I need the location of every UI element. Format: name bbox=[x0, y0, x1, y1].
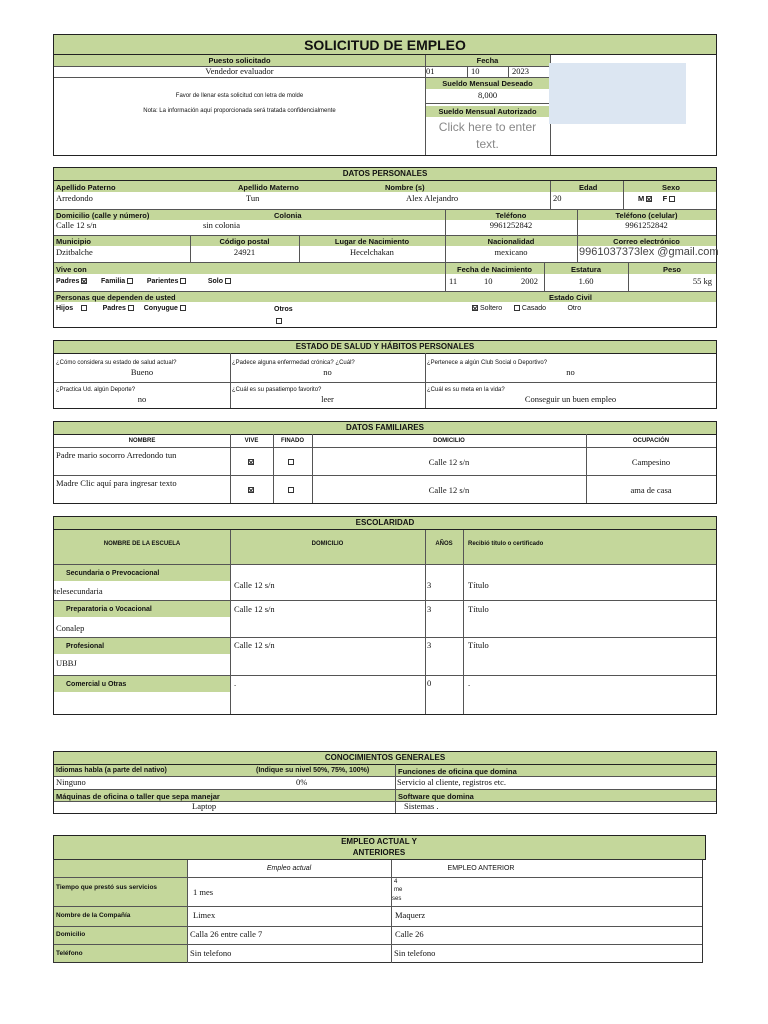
correo-value[interactable]: 9961037373lex @gmail.com bbox=[579, 246, 719, 258]
empleo-header-2: ANTERIORES bbox=[352, 848, 406, 857]
domicilio-empleo-label: Domicilio bbox=[56, 931, 86, 938]
software-label: Software que domina bbox=[398, 792, 474, 801]
fecha-nac-mes[interactable]: 10 bbox=[484, 276, 493, 286]
esc-escuela[interactable]: telesecundaria bbox=[54, 586, 103, 596]
fam-nombre[interactable]: Padre mario socorro Arredondo tun bbox=[56, 450, 177, 460]
fam-col-nombre: NOMBRE bbox=[128, 438, 156, 444]
salud-a2[interactable]: no bbox=[323, 367, 332, 377]
estado-civil-label: Estado Civil bbox=[549, 293, 592, 302]
apellido-materno-value[interactable]: Tun bbox=[246, 193, 260, 203]
esc-titulo[interactable]: Título bbox=[468, 580, 489, 590]
compania-anterior[interactable]: Maquerz bbox=[395, 910, 426, 920]
salud-a5[interactable]: leer bbox=[321, 394, 334, 404]
apellido-paterno-value[interactable]: Arredondo bbox=[56, 193, 93, 203]
fecha-label: Fecha bbox=[476, 56, 499, 65]
esc-col-escuela: NOMBRE DE LA ESCUELA bbox=[103, 541, 181, 547]
ec-casado-checkbox[interactable] bbox=[514, 305, 520, 311]
compania-actual[interactable]: Limex bbox=[193, 910, 216, 920]
esc-anios[interactable]: 3 bbox=[427, 640, 432, 650]
fam-col-ocupacion: OCUPACIÓN bbox=[632, 438, 670, 444]
maquinas-label: Máquinas de oficina o taller que sepa manejar bbox=[56, 792, 220, 801]
fecha-dia[interactable]: 01 bbox=[426, 66, 435, 76]
fam-finado-checkbox[interactable] bbox=[288, 487, 294, 493]
fecha-nac-anio[interactable]: 2002 bbox=[521, 276, 538, 286]
telefono-value[interactable]: 9961252842 bbox=[489, 220, 533, 230]
familiares-header: DATOS FAMILIARES bbox=[54, 422, 716, 435]
photo-box bbox=[549, 63, 686, 124]
telefono-actual[interactable]: Sin telefono bbox=[190, 948, 232, 958]
cp-value[interactable]: 24921 bbox=[233, 247, 256, 257]
salud-header: ESTADO DE SALUD Y HÁBITOS PERSONALES bbox=[54, 341, 716, 354]
dep-otros-checkbox[interactable] bbox=[276, 318, 282, 324]
edad-label: Edad bbox=[579, 183, 598, 192]
vive-solo-checkbox[interactable] bbox=[225, 278, 231, 284]
salud-q6: ¿Cuál es su meta en la vida? bbox=[427, 387, 505, 393]
esc-domicilio[interactable]: . bbox=[234, 678, 237, 688]
esc-col-domicilio: DOMICILIO bbox=[311, 541, 344, 547]
nivel-value[interactable]: 0% bbox=[296, 777, 308, 787]
dep-padres-checkbox[interactable] bbox=[128, 305, 134, 311]
colonia-label: Colonia bbox=[274, 211, 302, 220]
estado-civil-options: Soltero Casado Otro bbox=[470, 305, 581, 312]
salud-q3: ¿Pertenece a algún Club Social o Deportivo? bbox=[427, 360, 548, 366]
salud-q4: ¿Practica Ud. algún Deporte? bbox=[56, 387, 136, 393]
dep-conyugue-checkbox[interactable] bbox=[180, 305, 186, 311]
apellido-paterno-label: Apellido Paterno bbox=[56, 183, 116, 192]
vive-parientes-checkbox[interactable] bbox=[180, 278, 186, 284]
dep-otros-label: Otros bbox=[274, 306, 293, 313]
telefono-label: Teléfono bbox=[495, 211, 527, 220]
esc-nivel: Comercial u Otras bbox=[66, 681, 127, 688]
municipio-label: Municipio bbox=[56, 237, 91, 246]
nombre-value[interactable]: Alex Alejandro bbox=[406, 193, 459, 203]
fam-col-vive: VIVE bbox=[244, 438, 259, 444]
esc-nivel: Profesional bbox=[66, 643, 105, 650]
domicilio-actual[interactable]: Calla 26 entre calle 7 bbox=[190, 929, 263, 939]
esc-titulo[interactable]: . bbox=[468, 678, 471, 688]
fam-nombre[interactable]: Madre Clic aquí para ingresar texto bbox=[56, 478, 177, 488]
sexo-options: M F bbox=[638, 194, 677, 203]
sueldo-deseado-label: Sueldo Mensual Deseado bbox=[442, 79, 533, 88]
sexo-label: Sexo bbox=[662, 183, 680, 192]
fam-col-domicilio: DOMICILIO bbox=[433, 438, 465, 444]
esc-nivel: Preparatoria o Vocacional bbox=[66, 606, 152, 613]
vive-con-label: Vive con bbox=[56, 265, 87, 274]
fam-vive-checkbox[interactable] bbox=[248, 487, 254, 493]
empleo-col-actual: Empleo actual bbox=[266, 865, 312, 872]
salud-q2: ¿Padece alguna enfermedad crónica? ¿Cuál? bbox=[232, 360, 355, 366]
ec-soltero-checkbox[interactable] bbox=[472, 305, 478, 311]
esc-titulo[interactable]: Título bbox=[468, 640, 489, 650]
idioma-value[interactable]: Ninguno bbox=[56, 777, 86, 787]
esc-anios[interactable]: 3 bbox=[427, 604, 432, 614]
fam-ocupacion[interactable]: Campesino bbox=[631, 457, 671, 467]
celular-value[interactable]: 9961252842 bbox=[625, 220, 668, 230]
domicilio-anterior[interactable]: Calle 26 bbox=[395, 929, 424, 939]
dependen-options: Hijos Padres Conyugue bbox=[56, 305, 188, 312]
esc-nivel: Secundaria o Prevocacional bbox=[66, 570, 160, 577]
funciones-value[interactable]: Servicio al cliente, registros etc. bbox=[397, 777, 507, 787]
cp-label: Código postal bbox=[219, 237, 270, 246]
tiempo-anterior-3[interactable]: ses bbox=[392, 896, 402, 902]
esc-col-titulo: Recibió título o certificado bbox=[468, 541, 544, 547]
fecha-nac-dia[interactable]: 11 bbox=[449, 276, 458, 286]
conocimientos-header: CONOCIMIENTOS GENERALES bbox=[54, 752, 716, 765]
nivel-label: (Indique su nivel 50%, 75%, 100%) bbox=[256, 767, 370, 774]
domicilio-value[interactable]: Calle 12 s/n bbox=[56, 220, 97, 230]
sueldo-deseado-value[interactable]: 8,000 bbox=[477, 90, 498, 100]
esc-escuela[interactable]: UBBJ bbox=[56, 658, 77, 668]
salud-q5: ¿Cuál es su pasatiempo favorito? bbox=[232, 387, 322, 393]
fam-col-finado: FINADO bbox=[281, 438, 304, 444]
tiempo-anterior-1[interactable]: 4 bbox=[394, 879, 398, 885]
salud-a6[interactable]: Conseguir un buen empleo bbox=[524, 394, 617, 404]
empleo-col-anterior: EMPLEO ANTERIOR bbox=[447, 865, 515, 872]
salud-a4[interactable]: no bbox=[137, 394, 147, 404]
esc-col-anios: AÑOS bbox=[435, 541, 453, 547]
fecha-nacimiento-label: Fecha de Nacimiento bbox=[456, 265, 533, 274]
correo-label: Correo electrónico bbox=[613, 237, 680, 246]
esc-titulo[interactable]: Título bbox=[468, 604, 489, 614]
estatura-value[interactable]: 1.60 bbox=[578, 276, 594, 286]
idiomas-label: Idiomas habla (a parte del nativo) bbox=[56, 767, 167, 774]
sexo-m-checkbox[interactable] bbox=[646, 196, 652, 202]
domicilio-label: Domicilio (calle y número) bbox=[56, 211, 150, 220]
esc-domicilio[interactable]: Calle 12 s/n bbox=[234, 580, 275, 590]
salud-a1[interactable]: Bueno bbox=[130, 367, 154, 377]
fam-vive-checkbox[interactable] bbox=[248, 459, 254, 465]
apellido-materno-label: Apellido Materno bbox=[238, 183, 299, 192]
funciones-label: Funciones de oficina que domina bbox=[398, 767, 517, 776]
instruccion-text: Favor de llenar esta solicitud con letra de molde bbox=[175, 93, 304, 99]
telefono-anterior[interactable]: Sin telefono bbox=[394, 948, 436, 958]
vive-padres-checkbox[interactable] bbox=[81, 278, 87, 284]
compania-label: Nombre de la Compañía bbox=[56, 912, 131, 919]
maquinas-value[interactable]: Laptop bbox=[192, 801, 217, 811]
datos-personales-header: DATOS PERSONALES bbox=[54, 168, 716, 181]
nombre-label: Nombre (s) bbox=[385, 183, 425, 192]
page-title: SOLICITUD DE EMPLEO bbox=[54, 35, 716, 55]
peso-label: Peso bbox=[663, 265, 681, 274]
nacionalidad-label: Nacionalidad bbox=[487, 237, 535, 246]
puesto-value[interactable]: Vendedor evaluador bbox=[205, 66, 274, 76]
lugar-nacimiento-label: Lugar de Nacimiento bbox=[334, 237, 410, 246]
telefono-empleo-label: Teléfono bbox=[56, 950, 83, 957]
peso-value[interactable]: 55 kg bbox=[692, 276, 712, 286]
fam-finado-checkbox[interactable] bbox=[288, 459, 294, 465]
esc-escuela[interactable]: Conalep bbox=[56, 623, 85, 633]
esc-domicilio[interactable]: Calle 12 s/n bbox=[234, 640, 275, 650]
escolaridad-header: ESCOLARIDAD bbox=[54, 517, 716, 530]
dep-hijos-checkbox[interactable] bbox=[81, 305, 87, 311]
sexo-f-checkbox[interactable] bbox=[669, 196, 675, 202]
nacionalidad-value[interactable]: mexicano bbox=[494, 247, 528, 257]
municipio-value[interactable]: Dzitbalche bbox=[56, 247, 93, 257]
vive-con-options: Padres Familia Parientes Solo bbox=[56, 278, 233, 285]
esc-domicilio[interactable]: Calle 12 s/n bbox=[234, 604, 275, 614]
estatura-label: Estatura bbox=[570, 265, 601, 274]
tiempo-label: Tiempo que prestó sus servicios bbox=[56, 884, 158, 891]
fecha-anio[interactable]: 2023 bbox=[512, 66, 529, 76]
dependen-label: Personas que dependen de usted bbox=[56, 293, 176, 302]
sueldo-autorizado-label: Sueldo Mensual Autorizado bbox=[438, 107, 537, 116]
esc-anios[interactable]: 0 bbox=[427, 678, 432, 688]
lugar-nacimiento-value[interactable]: Hecelchakan bbox=[350, 247, 394, 257]
conocimientos-section bbox=[53, 751, 717, 814]
salud-q1: ¿Cómo considera su estado de salud actual? bbox=[56, 360, 177, 366]
fam-ocupacion[interactable]: ama de casa bbox=[630, 485, 672, 495]
fecha-mes[interactable]: 10 bbox=[471, 66, 480, 76]
tiempo-actual[interactable]: 1 mes bbox=[193, 887, 214, 897]
tiempo-anterior-2[interactable]: me bbox=[394, 887, 403, 893]
nota-text: Nota: La información aquí proporcionada será tratada confidencialmente bbox=[143, 108, 336, 114]
fam-domicilio[interactable]: Calle 12 s/n bbox=[428, 457, 470, 467]
empleo-header-1: EMPLEO ACTUAL Y bbox=[341, 837, 417, 846]
puesto-label: Puesto solicitado bbox=[208, 56, 271, 65]
software-value[interactable]: Sistemas . bbox=[404, 801, 439, 811]
edad-value[interactable]: 20 bbox=[553, 193, 562, 203]
fam-domicilio[interactable]: Calle 12 s/n bbox=[428, 485, 470, 495]
sueldo-autorizado-field[interactable]: Click here to enter text. bbox=[438, 120, 537, 151]
salud-a3[interactable]: no bbox=[566, 367, 575, 377]
celular-label: Teléfono (celular) bbox=[615, 211, 678, 220]
esc-anios[interactable]: 3 bbox=[427, 580, 432, 590]
empleo-section bbox=[53, 835, 706, 860]
vive-familia-checkbox[interactable] bbox=[127, 278, 133, 284]
colonia-value[interactable]: sin colonia bbox=[203, 220, 241, 230]
